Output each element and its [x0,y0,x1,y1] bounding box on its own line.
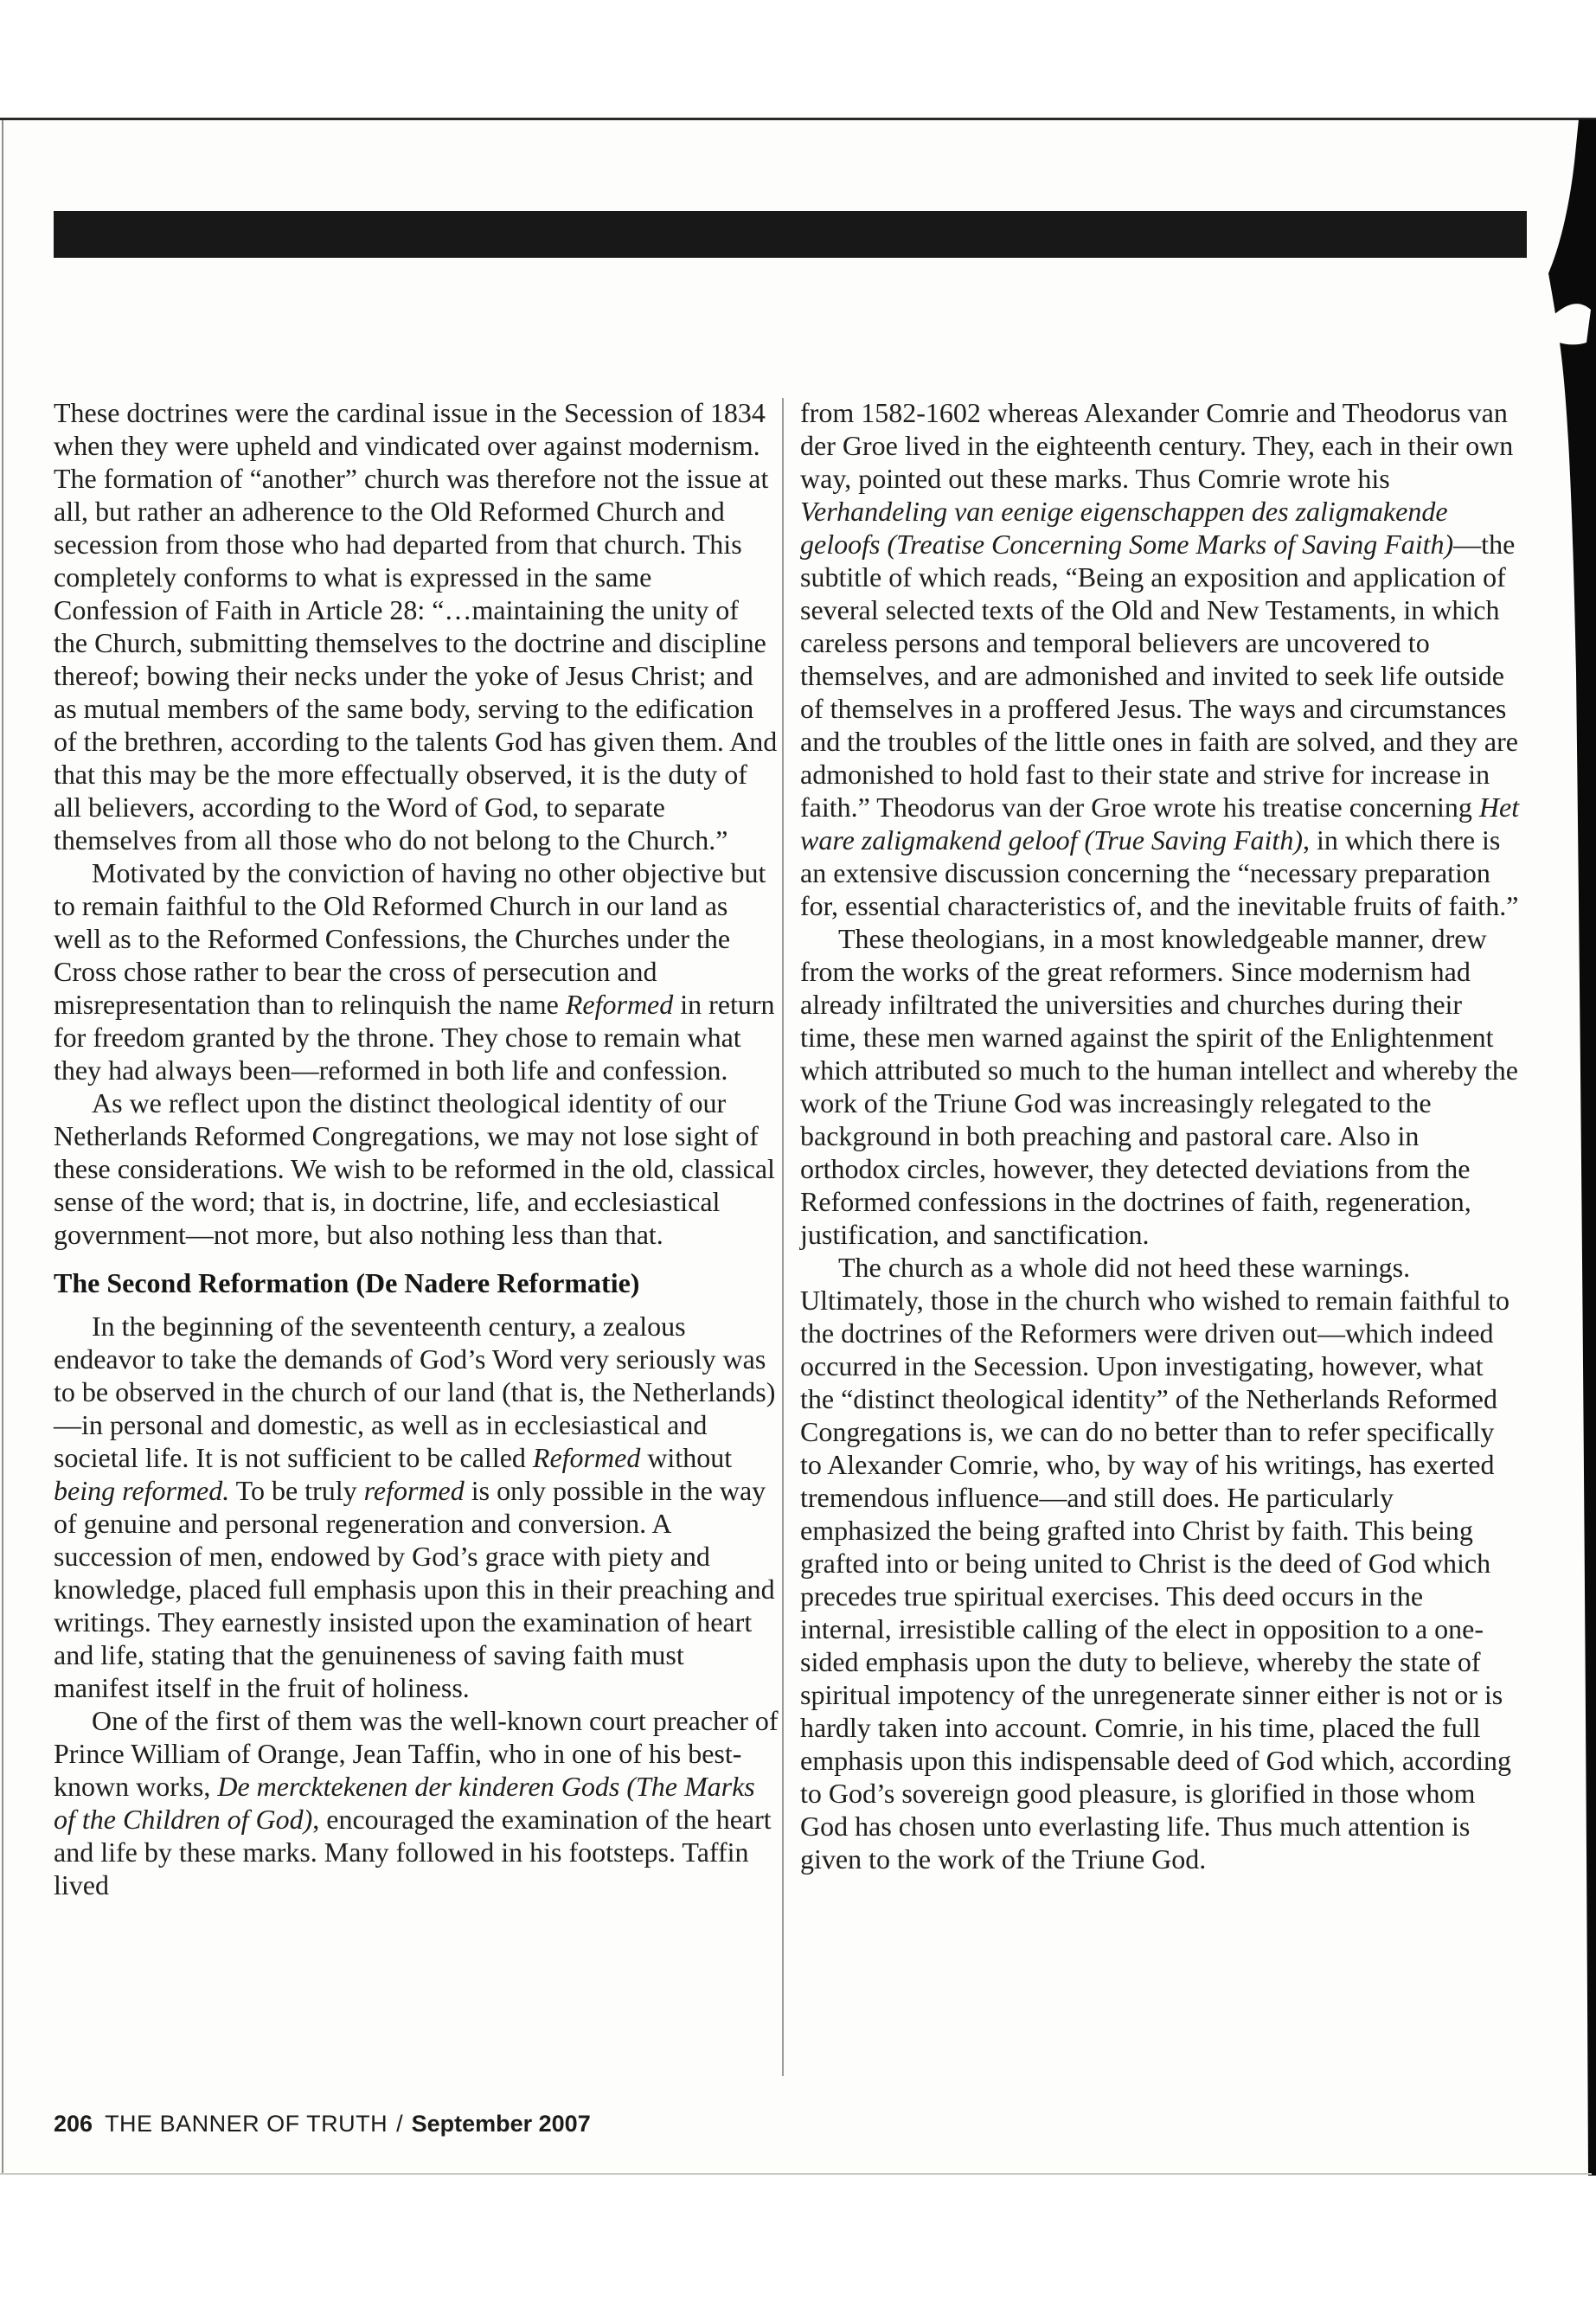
magazine-title: THE BANNER OF TRUTH [105,2111,388,2137]
body-paragraph: As we reflect upon the distinct theological identity of our Netherlands Reformed Congregations, we may not lose sight of these considerations. We wish to be reformed in the old, classical sense of the word; that is, in doctrine, life, and ecclesiastical government—not more, but also nothing less than that. [54,1087,775,1250]
footer [54,2111,591,2137]
body-paragraph: from 1582-1602 whereas Alexander Comrie and Theodorus van der Groe lived in the eighteenth century. They, each in their own way, pointed out these marks. Thus Comrie wrote his Verhandeling van eenige eigenschappen des zaligmakende geloofs (Treatise Concerning Some Marks of Saving Faith)—the subtitle of which reads, “Being an exposition and application of several selected texts of the Old and New Testaments, in which careless persons and temporal believers are uncovered to themselves, and are admonished and invited to seek life outside of themselves in a proffered Jesus. The ways and circumstances and the troubles of the little ones in faith are solved, and they are admonished to hold fast to their state and strive for increase in faith.” Theodorus van der Groe wrote his treatise concerning Het ware zaligmakend geloof (True Saving Faith), in which there is an extensive discussion concerning the “necessary preparation for, essential characteristics of, and the inevitable fruits of faith.” [800,397,1520,921]
page-top-edge [0,118,1596,120]
body-paragraph: One of the first of them was the well-known court preacher of Prince William of Orange, Jean Taffin, who in one of his best-known works, De mercktekenen der kinderen Gods (The Marks of the Children of God), encouraged the examination of the heart and life by these marks. Many followed in his footsteps. Taffin lived [54,1705,779,1900]
column-divider [782,398,784,2076]
body-paragraph: The church as a whole did not heed these warnings. Ultimately, those in the church who wished to remain faithful to the doctrines of the Reformers were driven out—which indeed occurred in the Secession. Upon investigating, however, what the “distinct theological identity” of the Netherlands Reformed Congregations is, we can do no better than to refer specifically to Alexander Comrie, who, by way of his writings, has exerted tremendous influence—and still does. He particularly emphasized the being grafted into Christ by faith. This being grafted into or being united to Christ is the deed of God which precedes true spiritual exercises. This deed occurs in the internal, irresistible calling of the elect in opposition to a one-sided emphasis upon the duty to believe, whereby the state of spiritual impotency of the unregenerate sinner either is not or is hardly taken into account. Comrie, in his time, placed the full emphasis upon this indispensable deed of God which, according to God’s sovereign good pleasure, is glorified in those whom God has chosen unto everlasting life. Thus much attention is given to the work of the Triune God. [800,1252,1512,1875]
page-number: 206 [54,2111,93,2137]
body-paragraph: These doctrines were the cardinal issue in the Secession of 1834 when they were upheld and vindicated over against modernism. The formation of “another” church was therefore not the issue at all, but rather an adherence to the Old Reformed Church and secession from those who had departed from that church. This completely conforms to what is expressed in the same Confession of Faith in Article 28: “…maintaining the unity of the Church, submitting themselves to the doctrine and discipline thereof; bowing their necks under the yoke of Jesus Christ; and as mutual members of the same body, serving to the edification of the brethren, according to the talents God has given them. And that this may be the more effectually observed, it is the duty of all believers, according to the Word of God, to separate themselves from all those who do not belong to the Church.” [54,397,778,856]
body-paragraph: These theologians, in a most knowledgeable manner, drew from the works of the great reformers. Since modernism had already infiltrated the universities and churches during their time, these men warned against the spirit of the Enlightenment which attributed so much to the human intellect and whereby the work of the Triune God was increasingly relegated to the background in both preaching and pastoral care. Also in orthodox circles, however, they detected deviations from the Reformed confessions in the doctrines of faith, regeneration, justification, and sanctification. [800,923,1518,1250]
body-paragraph: Motivated by the conviction of having no other objective but to remain faithful to the Old Reformed Church in our land as well as to the Reformed Confessions, the Churches under the Cross chose rather to bear the cross of persecution and misrepresentation than to relinquish the name Reformed in return for freedom granted by the throne. They chose to remain what they had always been—reformed in both life and confession. [54,857,775,1086]
issue-date: September 2007 [411,2111,591,2137]
right-column [800,396,1521,1875]
masthead-redaction-bar [54,211,1527,258]
footer-separator: / [396,2111,403,2137]
page-left-edge [2,120,3,2175]
scan-gutter-shadow [1527,119,1596,2176]
left-column [54,396,779,1901]
page-bottom-edge [0,2173,1592,2175]
body-paragraph: In the beginning of the seventeenth century, a zealous endeavor to take the demands of God’s Word very seriously was to be observed in the church of our land (that is, the Netherlands)—in personal and domestic, as well as in ecclesiastical and societal life. It is not sufficient to be called Reformed without being reformed. To be truly reformed is only possible in the way of genuine and personal regeneration and conversion. A succession of men, endowed by God’s grace with piety and knowledge, placed full emphasis upon this in their preaching and writings. They earnestly insisted upon the examination of heart and life, stating that the genuineness of saving faith must manifest itself in the fruit of holiness. [54,1311,776,1703]
section-heading: The Second Reformation (De Nadere Reformatie) [54,1267,640,1298]
